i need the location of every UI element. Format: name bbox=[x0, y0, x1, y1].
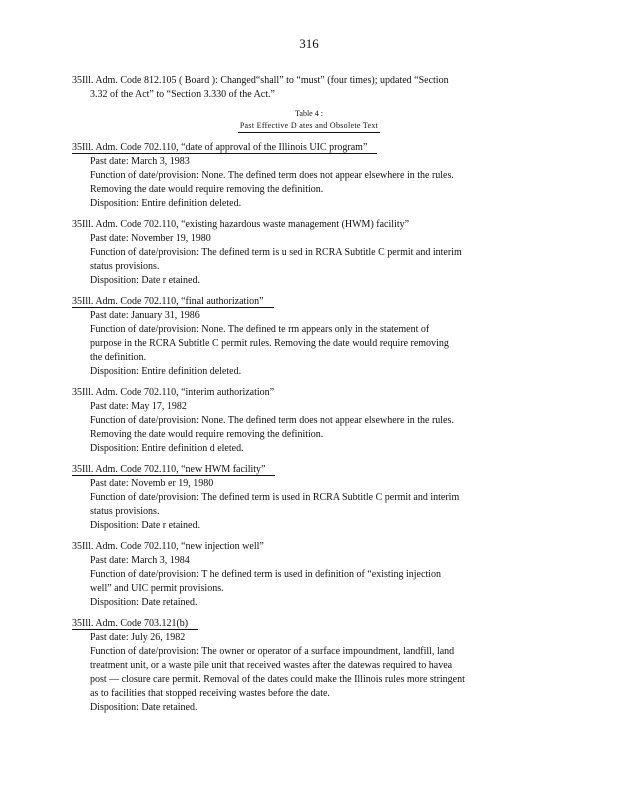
entry-function-line: well” and UIC permit provisions. bbox=[90, 583, 224, 594]
entry-disposition: Disposition: Entire definition d eleted. bbox=[90, 443, 244, 454]
entry bbox=[72, 617, 542, 715]
entry-past-date: Past date: March 3, 1983 bbox=[90, 156, 190, 167]
entry bbox=[72, 218, 542, 288]
entry-citation: 35Ill. Adm. Code 702.110, “interim authorization” bbox=[72, 387, 275, 398]
entry bbox=[72, 386, 542, 456]
entry-citation: 35Ill. Adm. Code 702.110, “date of approval of the Illinois UIC program” bbox=[72, 142, 377, 154]
entry-disposition: Disposition: Date retained. bbox=[90, 702, 198, 713]
entry-function-line: status provisions. bbox=[90, 506, 160, 517]
intro-paragraph bbox=[72, 74, 542, 102]
entry bbox=[72, 141, 542, 211]
entry-function-line: Removing the date would require removing the definition. bbox=[90, 429, 324, 440]
entry-function-line: Function of date/provision: None. The defined te rm appears only in the statement of bbox=[90, 324, 430, 335]
entry-citation: 35Ill. Adm. Code 702.110, “new injection well” bbox=[72, 541, 264, 552]
entry-function-line: purpose in the RCRA Subtitle C permit rules. Removing the date would require removing bbox=[90, 338, 449, 349]
entry-citation: 35Ill. Adm. Code 702.110, “new HWM facility” bbox=[72, 464, 275, 476]
table-caption bbox=[0, 108, 618, 133]
entry-past-date: Past date: January 31, 1986 bbox=[90, 310, 200, 321]
entry-function-line: status provisions. bbox=[90, 261, 160, 272]
entry-function-line: Function of date/provision: The defined term is used in RCRA Subtitle C permit and interim bbox=[90, 492, 460, 503]
entry-function-line: as to facilities that stopped receiving wastes before the date. bbox=[90, 688, 330, 699]
entry-disposition: Disposition: Date r etained. bbox=[90, 275, 200, 286]
entry-function-line: Function of date/provision: The owner or operator of a surface impoundment, landfill, land bbox=[90, 646, 455, 657]
entry-list bbox=[72, 141, 542, 722]
entry-disposition: Disposition: Entire definition deleted. bbox=[90, 366, 242, 377]
entry-function-line: Function of date/provision: None. The defined term does not appear elsewhere in the rules. bbox=[90, 415, 454, 426]
entry-function-line: Function of date/provision: The defined term is u sed in RCRA Subtitle C permit and interim bbox=[90, 247, 462, 258]
entry bbox=[72, 463, 542, 533]
entry-citation: 35Ill. Adm. Code 702.110, “final authorization” bbox=[72, 296, 274, 308]
entry-past-date: Past date: Novemb er 19, 1980 bbox=[90, 478, 214, 489]
entry bbox=[72, 295, 542, 379]
entry-function-line: Function of date/provision: None. The defined term does not appear elsewhere in the rules. bbox=[90, 170, 454, 181]
table-subtitle: Past Effective D ates and Obsolete Text bbox=[238, 120, 380, 133]
entry-disposition: Disposition: Date r etained. bbox=[90, 520, 200, 531]
intro-line: 35Ill. Adm. Code 812.105 ( Board ): Changed“shall” to “must” (four times); updated “Section bbox=[72, 75, 449, 86]
entry-past-date: Past date: March 3, 1984 bbox=[90, 555, 190, 566]
entry-function-line: post — closure care permit. Removal of the dates could make the Illinois rules more stringent bbox=[90, 674, 465, 685]
entry-function-line: treatment unit, or a waste pile unit that received wastes after the datewas required to havea bbox=[90, 660, 453, 671]
entry-function-line: the definition. bbox=[90, 352, 147, 363]
entry-disposition: Disposition: Date retained. bbox=[90, 597, 198, 608]
entry-function-line: Function of date/provision: T he defined term is used in definition of “existing injection bbox=[90, 569, 441, 580]
entry-citation: 35Ill. Adm. Code 703.121(b) bbox=[72, 618, 198, 630]
entry bbox=[72, 540, 542, 610]
entry-past-date: Past date: November 19, 1980 bbox=[90, 233, 211, 244]
table-title: Table 4 : bbox=[295, 109, 323, 118]
intro-line: 3.32 of the Act” to “Section 3.330 of the Act.” bbox=[90, 89, 275, 100]
entry-past-date: Past date: July 26, 1982 bbox=[90, 632, 186, 643]
entry-past-date: Past date: May 17, 1982 bbox=[90, 401, 187, 412]
entry-function-line: Removing the date would require removing the definition. bbox=[90, 184, 324, 195]
entry-citation: 35Ill. Adm. Code 702.110, “existing hazardous waste management (HWM) facility” bbox=[72, 219, 410, 230]
entry-disposition: Disposition: Entire definition deleted. bbox=[90, 198, 242, 209]
page-number: 316 bbox=[299, 36, 319, 51]
